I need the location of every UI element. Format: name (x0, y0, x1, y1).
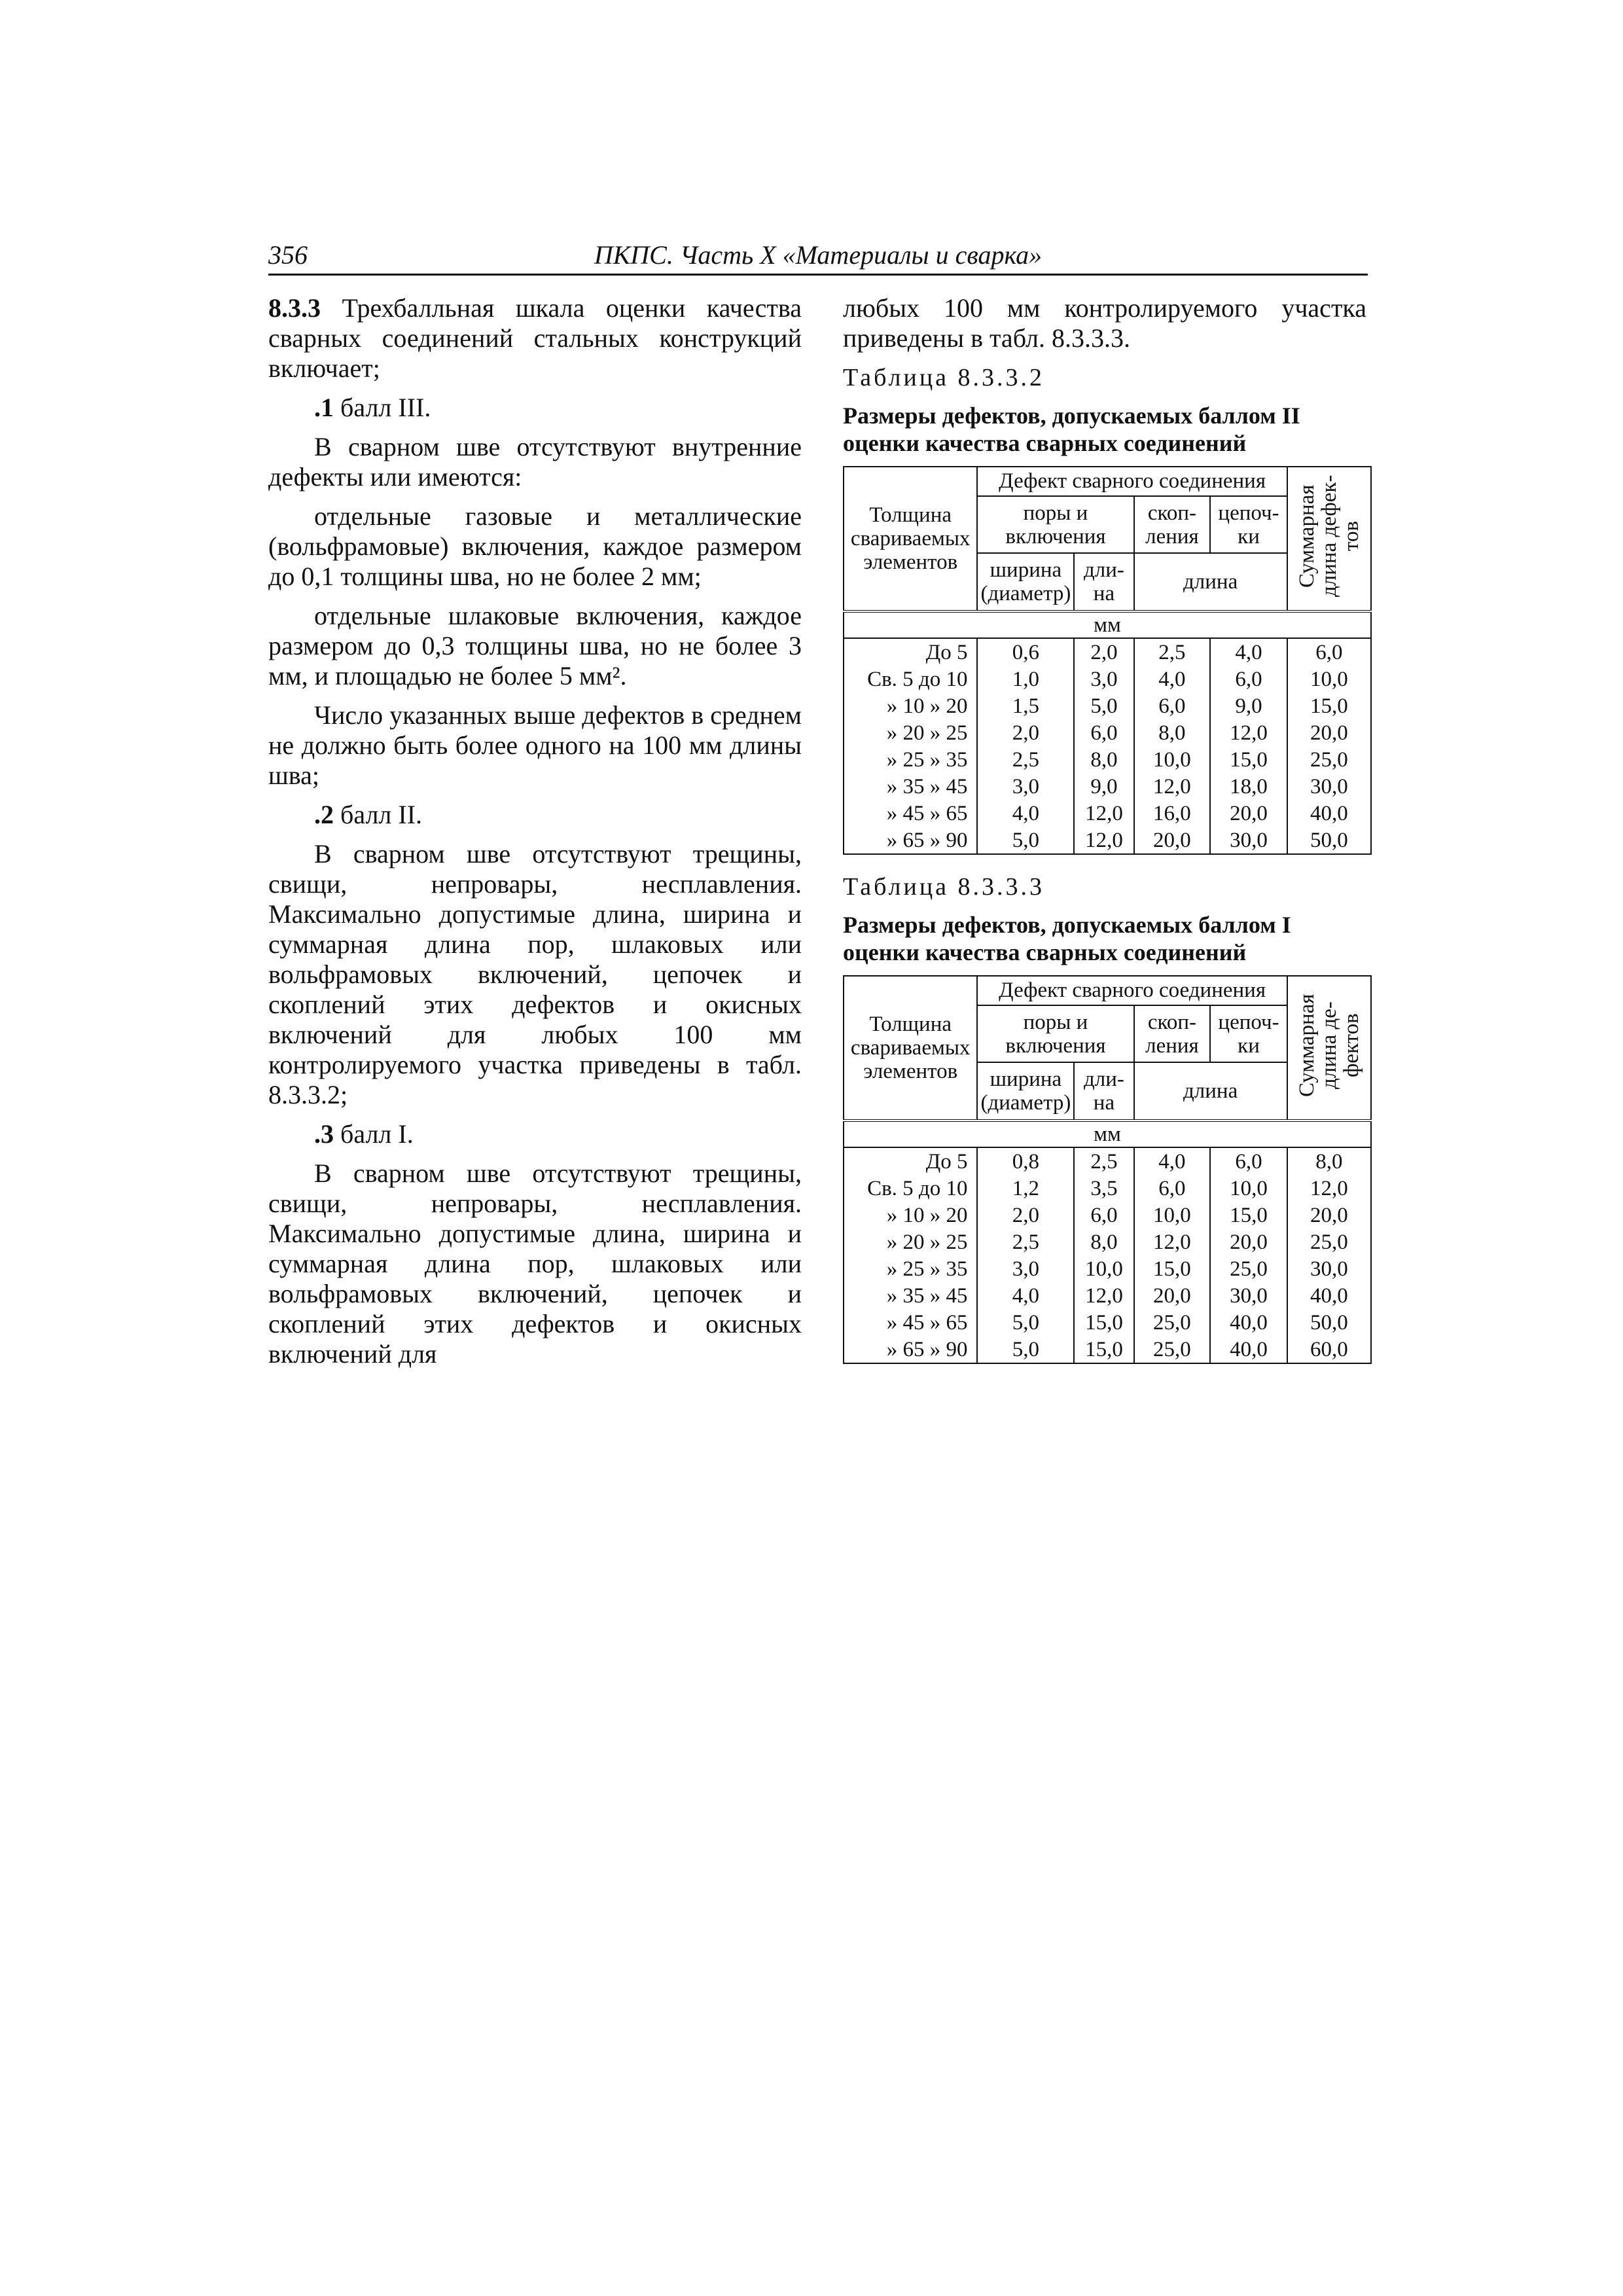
header-length: длина (1134, 1062, 1287, 1121)
defect-table-ball-1 (843, 975, 1372, 1364)
header-length-short: дли-на (1074, 553, 1133, 611)
table-row (844, 1309, 1371, 1336)
header-thickness: Толщина свариваемых элементов (844, 976, 977, 1121)
item-1-heading (268, 393, 802, 423)
header-total-length (1287, 976, 1371, 1121)
cell-clusters: 16,0 (1134, 800, 1211, 827)
cell-total: 25,0 (1287, 1229, 1371, 1255)
cell-chains: 15,0 (1210, 1202, 1287, 1229)
header-thickness: Толщина свариваемых элементов (844, 467, 977, 611)
table-row (844, 666, 1371, 692)
cell-clusters: 25,0 (1134, 1309, 1211, 1336)
cell-thickness: » 35 » 45 (844, 773, 977, 800)
left-column (268, 293, 802, 1369)
cell-total: 40,0 (1287, 800, 1371, 827)
table-row (844, 1175, 1371, 1202)
header-chains: цепоч-ки (1210, 496, 1287, 553)
cell-length: 12,0 (1074, 1282, 1133, 1309)
cell-total: 6,0 (1287, 638, 1371, 666)
cell-clusters: 25,0 (1134, 1336, 1211, 1363)
table-row (844, 638, 1371, 666)
table-title (843, 911, 1366, 966)
paragraph: отдельные шлаковые включения, каждое размером до 0,3 толщины шва, но не более 3 мм, и площадью не более 5 мм². (268, 601, 802, 691)
table-title-line: оценки качества сварных соединений (843, 939, 1247, 965)
cell-length: 5,0 (1074, 692, 1133, 719)
table-title-line: Размеры дефектов, допускаемых баллом I (843, 912, 1291, 938)
item-1-label: балл III. (334, 393, 431, 422)
cell-total: 15,0 (1287, 692, 1371, 719)
paragraph-continuation: любых 100 мм контролируемого участка приведены в табл. 8.3.3.3. (843, 293, 1366, 353)
cell-chains: 12,0 (1210, 719, 1287, 746)
cell-width: 2,5 (977, 1229, 1074, 1255)
item-2-number: .2 (314, 800, 334, 829)
cell-total: 50,0 (1287, 827, 1371, 854)
cell-thickness: » 10 » 20 (844, 692, 977, 719)
cell-length: 6,0 (1074, 1202, 1133, 1229)
header-total-length-text: Суммарная длина де-фектов (1294, 994, 1363, 1097)
cell-length: 2,5 (1074, 1147, 1133, 1175)
cell-total: 60,0 (1287, 1336, 1371, 1363)
unit-row: мм (844, 1121, 1371, 1147)
table-row (844, 1336, 1371, 1363)
cell-thickness: » 65 » 90 (844, 827, 977, 854)
cell-width: 1,0 (977, 666, 1074, 692)
item-2-label: балл II. (334, 800, 423, 829)
cell-length: 9,0 (1074, 773, 1133, 800)
cell-total: 8,0 (1287, 1147, 1371, 1175)
cell-length: 8,0 (1074, 746, 1133, 773)
section-intro-text: Трехбалльная шкала оценки качества сварных соединений стальных конструкций включает; (268, 293, 802, 383)
cell-chains: 10,0 (1210, 1175, 1287, 1202)
page-number: 356 (268, 240, 308, 270)
cell-clusters: 8,0 (1134, 719, 1211, 746)
cell-total: 20,0 (1287, 1202, 1371, 1229)
cell-total: 40,0 (1287, 1282, 1371, 1309)
cell-width: 5,0 (977, 1309, 1074, 1336)
table-row (844, 800, 1371, 827)
cell-chains: 30,0 (1210, 1282, 1287, 1309)
cell-chains: 30,0 (1210, 827, 1287, 854)
cell-thickness: » 35 » 45 (844, 1282, 977, 1309)
cell-total: 12,0 (1287, 1175, 1371, 1202)
table-row (844, 719, 1371, 746)
cell-thickness: » 20 » 25 (844, 1229, 977, 1255)
cell-clusters: 15,0 (1134, 1255, 1211, 1282)
header-total-length-text: Суммарная длина дефек-тов (1294, 475, 1363, 598)
cell-length: 8,0 (1074, 1229, 1133, 1255)
cell-length: 10,0 (1074, 1255, 1133, 1282)
cell-clusters: 20,0 (1134, 827, 1211, 854)
item-3-number: .3 (314, 1119, 334, 1149)
cell-length: 12,0 (1074, 800, 1133, 827)
cell-thickness: » 20 » 25 (844, 719, 977, 746)
cell-width: 0,8 (977, 1147, 1074, 1175)
running-title: ПКПС. Часть X «Материалы и сварка» (594, 240, 1043, 270)
table-row (844, 1229, 1371, 1255)
cell-width: 1,5 (977, 692, 1074, 719)
cell-thickness: » 25 » 35 (844, 1255, 977, 1282)
cell-thickness: » 10 » 20 (844, 1202, 977, 1229)
table-title-line: оценки качества сварных соединений (843, 430, 1247, 456)
cell-chains: 6,0 (1210, 666, 1287, 692)
cell-width: 1,2 (977, 1175, 1074, 1202)
page-header (268, 240, 1368, 276)
header-pores: поры и включения (977, 496, 1133, 553)
cell-clusters: 6,0 (1134, 1175, 1211, 1202)
table-row (844, 692, 1371, 719)
section-intro (268, 293, 802, 384)
cell-chains: 25,0 (1210, 1255, 1287, 1282)
table-row (844, 1282, 1371, 1309)
table-label: Таблица 8.3.3.3 (843, 873, 1045, 901)
cell-clusters: 10,0 (1134, 746, 1211, 773)
header-width: ширина (диаметр) (977, 1062, 1074, 1121)
cell-length: 12,0 (1074, 827, 1133, 854)
cell-chains: 20,0 (1210, 1229, 1287, 1255)
cell-thickness: » 65 » 90 (844, 1336, 977, 1363)
header-length-short: дли-на (1074, 1062, 1133, 1121)
paragraph: Число указанных выше дефектов в среднем не должно быть более одного на 100 мм длины шва; (268, 700, 802, 790)
cell-length: 15,0 (1074, 1336, 1133, 1363)
table-title-line: Размеры дефектов, допускаемых баллом II (843, 403, 1300, 429)
item-2-heading (268, 800, 802, 830)
unit-row: мм (844, 611, 1371, 638)
cell-thickness: До 5 (844, 638, 977, 666)
cell-clusters: 12,0 (1134, 1229, 1211, 1255)
cell-clusters: 4,0 (1134, 1147, 1211, 1175)
table-title (843, 402, 1366, 457)
cell-thickness: » 45 » 65 (844, 800, 977, 827)
defect-table-ball-2 (843, 466, 1372, 855)
cell-total: 30,0 (1287, 773, 1371, 800)
header-chains: цепоч-ки (1210, 1005, 1287, 1062)
table-row (844, 1255, 1371, 1282)
cell-chains: 6,0 (1210, 1147, 1287, 1175)
paragraph: отдельные газовые и металлические (вольфрамовые) включения, каждое размером до 0,1 толщины шва, но не более 2 мм; (268, 501, 802, 591)
cell-width: 2,0 (977, 719, 1074, 746)
cell-width: 2,5 (977, 746, 1074, 773)
cell-total: 20,0 (1287, 719, 1371, 746)
cell-chains: 18,0 (1210, 773, 1287, 800)
cell-length: 3,5 (1074, 1175, 1133, 1202)
table-row (844, 746, 1371, 773)
cell-width: 3,0 (977, 1255, 1074, 1282)
cell-length: 6,0 (1074, 719, 1133, 746)
cell-chains: 20,0 (1210, 800, 1287, 827)
cell-length: 15,0 (1074, 1309, 1133, 1336)
section-number: 8.3.3 (268, 293, 321, 323)
cell-length: 3,0 (1074, 666, 1133, 692)
header-clusters: скоп-ления (1134, 1005, 1211, 1062)
paragraph: В сварном шве отсутствуют внутренние дефекты или имеются: (268, 432, 802, 492)
cell-width: 0,6 (977, 638, 1074, 666)
header-pores: поры и включения (977, 1005, 1133, 1062)
cell-width: 4,0 (977, 800, 1074, 827)
paragraph: В сварном шве отсутствуют трещины, свищи, непровары, несплавления. Максимально допустимые длина, ширина и суммарная длина пор, шлаковых или вольфрамовых включений, цепочек и скоплений этих дефектов и окисных включений для (268, 1158, 802, 1369)
cell-chains: 40,0 (1210, 1309, 1287, 1336)
header-defect: Дефект сварного соединения (977, 976, 1287, 1005)
cell-clusters: 2,5 (1134, 638, 1211, 666)
cell-length: 2,0 (1074, 638, 1133, 666)
cell-thickness: Св. 5 до 10 (844, 666, 977, 692)
table-label: Таблица 8.3.3.2 (843, 364, 1045, 391)
cell-clusters: 6,0 (1134, 692, 1211, 719)
cell-clusters: 20,0 (1134, 1282, 1211, 1309)
cell-clusters: 10,0 (1134, 1202, 1211, 1229)
right-column (843, 293, 1366, 1381)
cell-chains: 15,0 (1210, 746, 1287, 773)
table-row (844, 773, 1371, 800)
cell-width: 2,0 (977, 1202, 1074, 1229)
header-defect: Дефект сварного соединения (977, 467, 1287, 496)
cell-chains: 4,0 (1210, 638, 1287, 666)
cell-clusters: 12,0 (1134, 773, 1211, 800)
cell-thickness: Св. 5 до 10 (844, 1175, 977, 1202)
cell-width: 4,0 (977, 1282, 1074, 1309)
cell-total: 25,0 (1287, 746, 1371, 773)
cell-chains: 40,0 (1210, 1336, 1287, 1363)
cell-width: 5,0 (977, 827, 1074, 854)
cell-thickness: До 5 (844, 1147, 977, 1175)
header-width: ширина (диаметр) (977, 553, 1074, 611)
cell-thickness: » 45 » 65 (844, 1309, 977, 1336)
header-total-length (1287, 467, 1371, 611)
item-3-label: балл I. (334, 1119, 414, 1149)
item-1-number: .1 (314, 393, 334, 422)
cell-total: 50,0 (1287, 1309, 1371, 1336)
table-row (844, 827, 1371, 854)
cell-total: 10,0 (1287, 666, 1371, 692)
item-3-heading (268, 1119, 802, 1149)
cell-clusters: 4,0 (1134, 666, 1211, 692)
table-row (844, 1202, 1371, 1229)
cell-width: 3,0 (977, 773, 1074, 800)
table-row (844, 1147, 1371, 1175)
cell-thickness: » 25 » 35 (844, 746, 977, 773)
cell-total: 30,0 (1287, 1255, 1371, 1282)
cell-width: 5,0 (977, 1336, 1074, 1363)
cell-chains: 9,0 (1210, 692, 1287, 719)
paragraph: В сварном шве отсутствуют трещины, свищи, непровары, несплавления. Максимально допустимые длина, ширина и суммарная длина пор, шлаковых или вольфрамовых включений, цепочек и скоплений этих дефектов и окисных включений для любых 100 мм контролируемого участка приведены в табл. 8.3.3.2; (268, 839, 802, 1109)
header-length: длина (1134, 553, 1287, 611)
header-clusters: скоп-ления (1134, 496, 1211, 553)
